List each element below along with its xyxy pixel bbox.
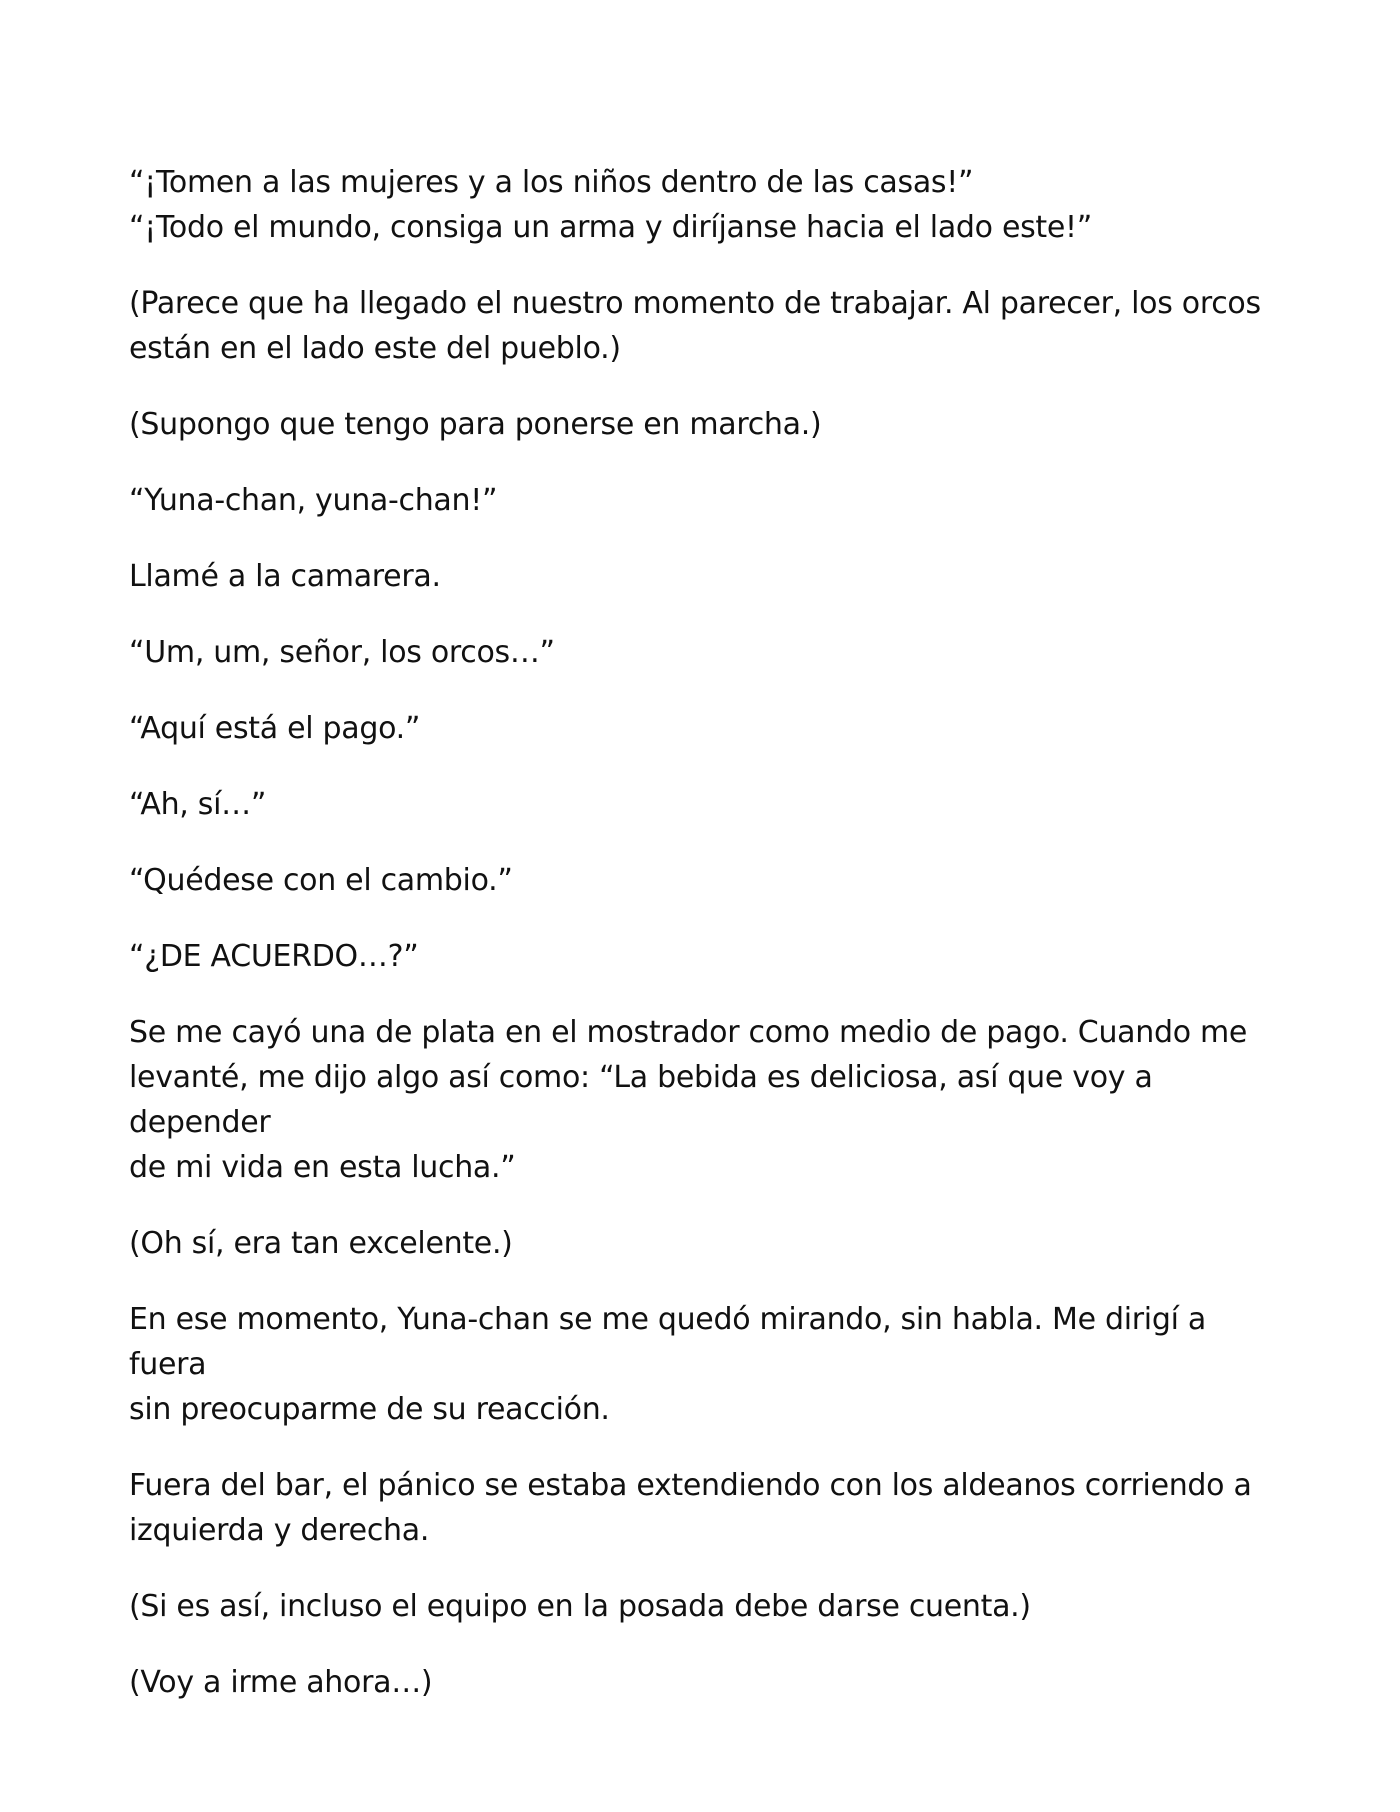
- text-line: levanté, me dijo algo así como: “La bebida es deliciosa, así que voy a depender: [129, 1060, 1153, 1140]
- text-line: “¡Todo el mundo, consiga un arma y diríjanse hacia el lado este!”: [129, 210, 1093, 245]
- paragraph: [129, 706, 1289, 751]
- paragraph: [129, 1297, 1289, 1432]
- paragraph: [129, 1660, 1289, 1705]
- paragraph: [129, 160, 1289, 250]
- paragraph: [129, 934, 1289, 979]
- text-line: Se me cayó una de plata en el mostrador como medio de pago. Cuando me: [129, 1015, 1248, 1050]
- paragraph: [129, 402, 1289, 447]
- text-line: En ese momento, Yuna-chan se me quedó mirando, sin habla. Me dirigí a fuera: [129, 1302, 1206, 1382]
- text-line: “¡Tomen a las mujeres y a los niños dentro de las casas!”: [129, 165, 974, 200]
- paragraph: [129, 478, 1289, 523]
- text-line: (Si es así, incluso el equipo en la posada debe darse cuenta.): [129, 1589, 1031, 1624]
- text-line: “Aquí está el pago.”: [129, 711, 421, 746]
- text-line: (Parece que ha llegado el nuestro momento de trabajar. Al parecer, los orcos: [129, 286, 1261, 321]
- text-line: “Um, um, señor, los orcos…”: [129, 635, 555, 670]
- paragraph: [129, 1463, 1289, 1553]
- text-line: Llamé a la camarera.: [129, 559, 441, 594]
- text-line: (Oh sí, era tan excelente.): [129, 1226, 513, 1261]
- text-line: Fuera del bar, el pánico se estaba extendiendo con los aldeanos corriendo a: [129, 1468, 1252, 1503]
- paragraph: [129, 858, 1289, 903]
- text-line: izquierda y derecha.: [129, 1513, 430, 1548]
- paragraph: [129, 554, 1289, 599]
- paragraph: [129, 630, 1289, 675]
- text-line: (Voy a irme ahora…): [129, 1665, 433, 1700]
- document-body: [129, 160, 1289, 1736]
- text-line: sin preocuparme de su reacción.: [129, 1392, 610, 1427]
- paragraph: [129, 1584, 1289, 1629]
- text-line: de mi vida en esta lucha.”: [129, 1150, 516, 1185]
- paragraph: [129, 1221, 1289, 1266]
- text-line: “¿DE ACUERDO…?”: [129, 939, 419, 974]
- paragraph: [129, 782, 1289, 827]
- paragraph: [129, 281, 1289, 371]
- text-line: “Quédese con el cambio.”: [129, 863, 513, 898]
- text-line: “Yuna-chan, yuna-chan!”: [129, 483, 498, 518]
- text-line: están en el lado este del pueblo.): [129, 331, 621, 366]
- paragraph: [129, 1010, 1289, 1190]
- text-line: (Supongo que tengo para ponerse en marcha.): [129, 407, 822, 442]
- text-line: “Ah, sí…”: [129, 787, 267, 822]
